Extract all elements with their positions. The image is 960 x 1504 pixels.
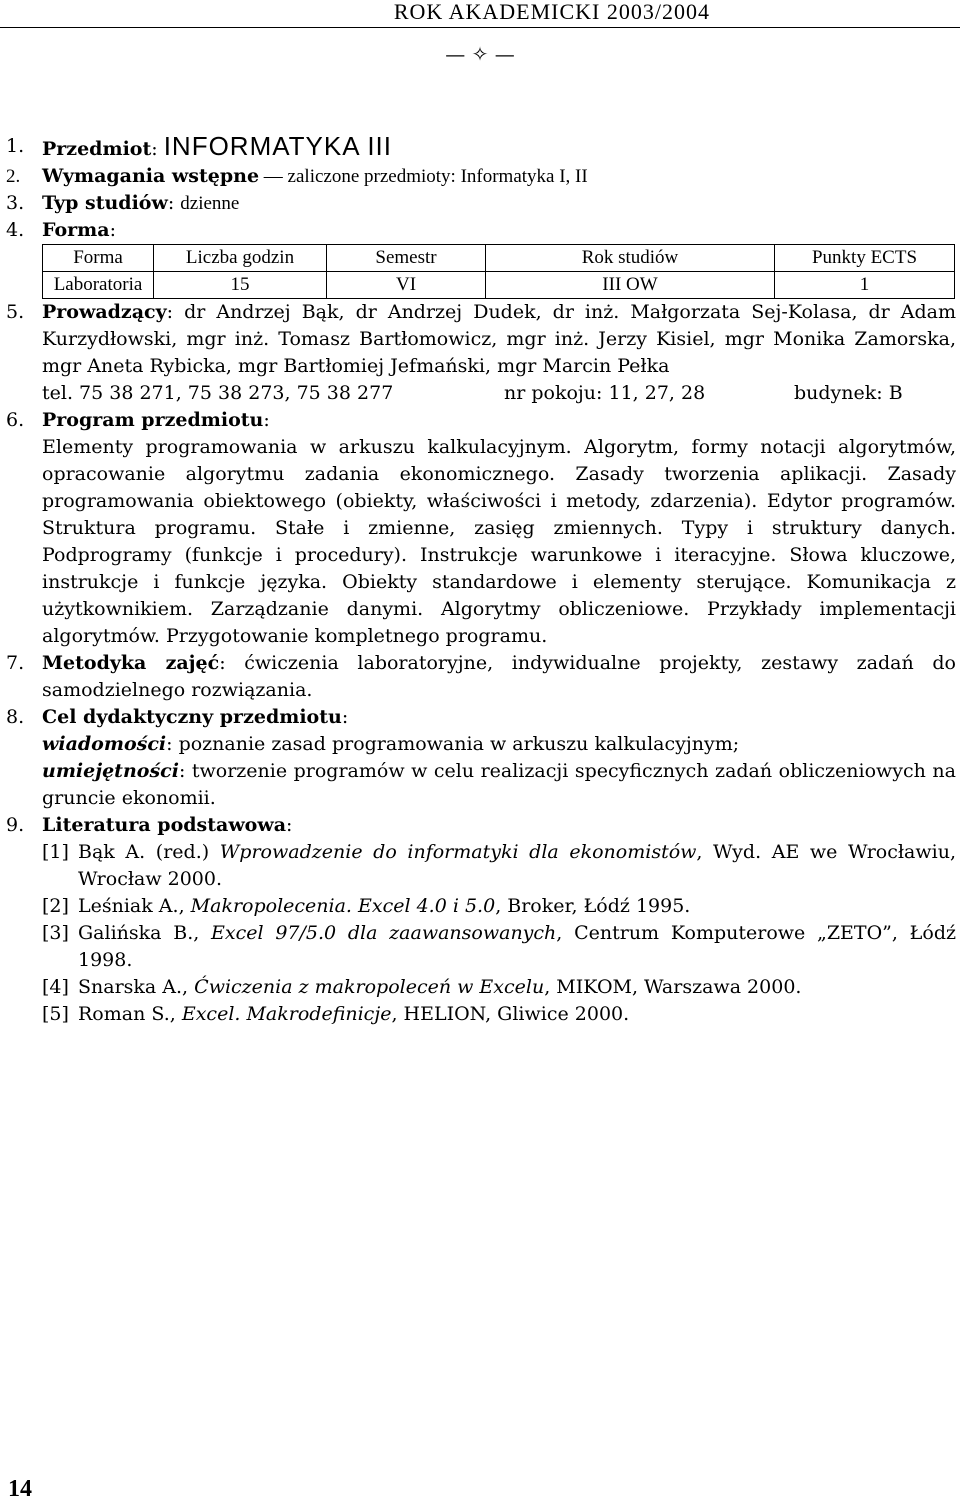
item-number: 7.: [6, 652, 25, 674]
table-header-cell: Punkty ECTS: [775, 245, 955, 272]
running-header: [0, 0, 960, 28]
table-header-cell: Liczba godzin: [154, 245, 327, 272]
literature-entry: [6, 920, 956, 974]
literature-ref: [2]: [42, 895, 69, 917]
literature-publisher: , Wyd. AE we Wrocławiu, Wrocław 2000.: [78, 841, 956, 890]
item-number: 3.: [6, 192, 25, 214]
methods-label: Metodyka zajęć: [42, 652, 220, 674]
contact-line: [42, 380, 956, 407]
literature-entry: [6, 974, 956, 1001]
running-title: ROK AKADEMICKI 2003/2004: [393, 0, 710, 24]
item-methods: 7. Metodyka zajęć: ćwiczenia laboratoryjne, indywidualne projekty, zestawy zadań do samodzielnego rozwiązania.: [6, 652, 956, 701]
item-number: 2.: [6, 166, 21, 187]
prerequisites-value: — zaliczone przedmioty: Informatyka I, II: [259, 166, 588, 187]
item-number: 8.: [6, 706, 25, 728]
literature-label: Literatura podstawowa: [42, 814, 287, 836]
item-number: 1.: [6, 135, 25, 157]
section-ornament: — ✧ —: [445, 42, 515, 66]
literature-title: Wprowadzenie do informatyki dla ekonomistów: [219, 841, 697, 863]
item-subject: 1. Przedmiot: INFORMATYKA III: [6, 131, 393, 161]
item-number: 5.: [6, 301, 25, 323]
table-header-cell: Semestr: [327, 245, 486, 272]
literature-title: Excel. Makrodefinicje: [181, 1003, 392, 1025]
literature-publisher: , Broker, Łódź 1995.: [495, 895, 691, 917]
page-number: 14: [8, 1476, 32, 1502]
prerequisites-label: Wymagania wstępne: [42, 165, 260, 187]
lecturers-label: Prowadzący: [42, 301, 167, 323]
subject-value: INFORMATYKA III: [163, 131, 393, 161]
literature-author: Bąk A. (red.): [78, 841, 210, 863]
skills-label: umiejętności: [42, 760, 179, 782]
item-goal: 8. Cel dydaktyczny przedmiotu: wiadomości: poznanie zasad programowania w arkuszu kalkulacyjnym; umiejętności: tworzenie programów w celu realizacji specyficznych zadań obliczeniowych na gruncie ekonomii.: [6, 704, 956, 812]
program-label: Program przedmiotu: [42, 409, 264, 431]
skills-line: umiejętności: tworzenie programów w celu realizacji specyficznych zadań obliczeniowych na gruncie ekonomii.: [42, 760, 956, 809]
literature-list: [6, 839, 956, 1028]
table-cell: 1: [775, 272, 955, 299]
literature-ref: [1]: [42, 841, 69, 863]
literature-publisher: , Centrum Komputerowe „ZETO”, Łódź 1998.: [78, 922, 956, 971]
item-prerequisites: [6, 163, 956, 190]
table-header-cell: Rok studiów: [486, 245, 775, 272]
study-type-label: Typ studiów: [42, 192, 168, 214]
literature-entry: [6, 893, 956, 920]
item-literature: 9. Literatura podstawowa:: [6, 812, 956, 839]
room-numbers: nr pokoju: 11, 27, 28: [504, 382, 706, 404]
item-form: 4. Forma:: [6, 217, 956, 244]
literature-ref: [4]: [42, 976, 69, 998]
literature-author: Leśniak A.,: [78, 895, 185, 917]
building: budynek: B: [794, 382, 903, 404]
item-number: 4.: [6, 219, 25, 241]
literature-entry: [6, 1001, 956, 1028]
form-label: Forma: [42, 219, 110, 241]
literature-title: Ćwiczenia z makropoleceń w Excelu: [194, 976, 545, 998]
methods-value: ćwiczenia laboratoryjne, indywidualne projekty, zestawy zadań do samodzielnego rozwiązania.: [42, 652, 956, 701]
table-cell: Laboratoria: [43, 272, 154, 299]
item-lecturers: 5. Prowadzący: dr Andrzej Bąk, dr Andrzej Dudek, dr inż. Małgorzata Sej-Kolasa, dr Adam Kurzydłowski, mgr inż. Tomasz Bartłomowicz, mgr inż. Jerzy Kisiel, mgr Monika Zamorska, mgr Aneta Rybicka, mgr Bartłomiej Jefmański, mgr Marcin Pełka tel. 75 38 271, 75 38 273, 75 38 277 nr pokoju: 11, 27, 28 budynek: B: [6, 299, 956, 407]
lecturers-value: dr Andrzej Bąk, dr Andrzej Dudek, dr inż. Małgorzata Sej-Kolasa, dr Adam Kurzydłowski, mgr inż. Tomasz Bartłomowicz, mgr inż. Jerzy Kisiel, mgr Monika Zamorska, mgr Aneta Rybicka, mgr Bartłomiej Jefmański, mgr Marcin Pełka: [42, 301, 956, 377]
study-type-value: dzienne: [180, 193, 240, 214]
skills-value: tworzenie programów w celu realizacji specyficznych zadań obliczeniowych na gruncie ekonomii.: [42, 760, 956, 809]
form-table: [42, 244, 955, 299]
program-text: Elementy programowania w arkuszu kalkulacyjnym. Algorytm, formy notacji algorytmów, opracowanie algorytmu zadania ekonomicznego. Zasady tworzenia aplikacji. Zasady programowania obiektowego (obiekty, właściwości i metody, zdarzenia). Edytor programów. Struktura programu. Stałe i zmienne, zasięg zmiennych. Typy i struktury danych. Podprogramy (funkcje i procedury). Instrukcje warunkowe i iteracyjne. Słowa kluczowe, instrukcje i funkcje języka. Obiekty standardowe i elementy sterujące. Komunikacja z użytkownikiem. Zarządzanie danymi. Algorytmy obliczeniowe. Przykłady implementacji algorytmów. Przygotowanie kompletnego programu.: [42, 436, 956, 647]
item-number: 6.: [6, 409, 25, 431]
item-program: 6. Program przedmiotu: Elementy programowania w arkuszu kalkulacyjnym. Algorytm, formy notacji algorytmów, opracowanie algorytmu zadania ekonomicznego. Zasady tworzenia aplikacji. Zasady programowania obiektowego (obiekty, właściwości i metody, zdarzenia). Edytor programów. Struktura programu. Stałe i zmienne, zasięg zmiennych. Typy i struktury danych. Podprogramy (funkcje i procedury). Instrukcje warunkowe i iteracyjne. Słowa kluczowe, instrukcje i funkcje języka. Obiekty standardowe i elementy sterujące. Komunikacja z użytkownikiem. Zarządzanie danymi. Algorytmy obliczeniowe. Przykłady implementacji algorytmów. Przygotowanie kompletnego programu.: [6, 407, 956, 650]
literature-title: Excel 97/5.0 dla zaawansowanych: [211, 922, 557, 944]
table-header-row: [43, 245, 955, 272]
course-description: [6, 133, 956, 1028]
literature-publisher: , HELION, Gliwice 2000.: [391, 1003, 630, 1025]
literature-author: Roman S.,: [78, 1003, 176, 1025]
table-row: [43, 272, 955, 299]
table-cell: 15: [154, 272, 327, 299]
literature-author: Galińska B.,: [78, 922, 200, 944]
literature-entry: [6, 839, 956, 893]
literature-publisher: , MIKOM, Warszawa 2000.: [544, 976, 802, 998]
goal-label: Cel dydaktyczny przedmiotu: [42, 706, 342, 728]
table-header-cell: Forma: [43, 245, 154, 272]
table-cell: VI: [327, 272, 486, 299]
item-number: 9.: [6, 814, 25, 836]
knowledge-line: wiadomości: poznanie zasad programowania w arkuszu kalkulacyjnym;: [42, 733, 740, 755]
literature-ref: [3]: [42, 922, 69, 944]
table-cell: III OW: [486, 272, 775, 299]
literature-title: Makropolecenia. Excel 4.0 i 5.0: [190, 895, 496, 917]
literature-author: Snarska A.,: [78, 976, 189, 998]
phone-numbers: tel. 75 38 271, 75 38 273, 75 38 277: [42, 382, 394, 404]
item-study-type: 3. Typ studiów: dzienne: [6, 190, 956, 217]
knowledge-label: wiadomości: [42, 733, 167, 755]
knowledge-value: poznanie zasad programowania w arkuszu kalkulacyjnym;: [178, 733, 740, 755]
subject-label: Przedmiot: [42, 138, 152, 160]
literature-ref: [5]: [42, 1003, 69, 1025]
